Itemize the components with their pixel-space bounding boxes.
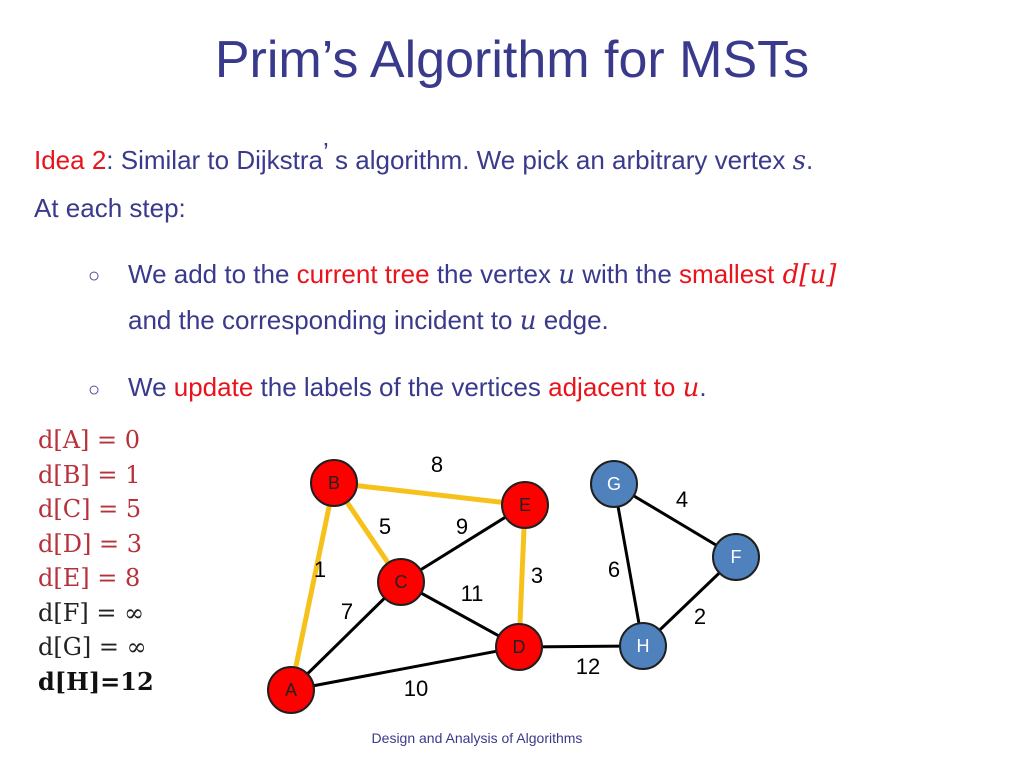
label-d-c: d[C] = 5 bbox=[38, 495, 142, 523]
bullet-2-adjacent: adjacent to bbox=[548, 372, 683, 402]
edge-weight-c-d: 11 bbox=[460, 580, 484, 606]
edge-weight-g-f: 4 bbox=[675, 486, 689, 512]
bullet-1-line2-a: and the corresponding incident to bbox=[128, 305, 520, 335]
idea-text-1: : Similar to Dijkstra bbox=[106, 145, 323, 175]
idea-text-2: s algorithm. We pick an arbitrary vertex bbox=[327, 145, 793, 175]
edge-weight-g-h: 6 bbox=[607, 556, 621, 582]
bullet-2-update: update bbox=[173, 372, 254, 402]
footer-text: Design and Analysis of Algorithms bbox=[371, 730, 583, 746]
bullet-2-text-c: the labels of the vertices bbox=[253, 372, 549, 402]
bullet-1-text-d: with the bbox=[574, 259, 680, 289]
bullet-2-period: . bbox=[699, 372, 707, 402]
bullet-1-var-u: u bbox=[558, 260, 575, 290]
edge-weight-a-b: 1 bbox=[313, 556, 327, 582]
bullet-2-text-a: We bbox=[128, 372, 174, 402]
vertex-label-f: F bbox=[730, 546, 742, 567]
bullet-1-text-a: We add to the bbox=[128, 259, 297, 289]
idea-period: . bbox=[805, 145, 814, 175]
bullet-1-du: d[u] bbox=[774, 260, 837, 290]
bullet-1-current-tree: current tree bbox=[296, 259, 430, 289]
label-d-f: d[F] = ∞ bbox=[38, 598, 145, 627]
edge-weight-a-d: 10 bbox=[403, 675, 429, 701]
slide-title: Prim’s Algorithm for MSTs bbox=[214, 31, 810, 89]
edge-weight-a-c: 7 bbox=[340, 598, 354, 624]
edge-weight-e-d: 3 bbox=[530, 562, 544, 588]
bullet-1-smallest: smallest bbox=[679, 259, 775, 289]
label-d-d: d[D] = 3 bbox=[38, 529, 142, 558]
vertex-label-a: A bbox=[284, 679, 298, 700]
edge-a-b bbox=[291, 483, 334, 690]
vertex-label-d: D bbox=[512, 636, 526, 657]
idea-apostrophe: ’ bbox=[323, 137, 328, 167]
edge-b-e bbox=[334, 483, 525, 505]
vertex-label-h: H bbox=[636, 635, 650, 656]
label-d-b: d[B] = 1 bbox=[38, 460, 141, 489]
vertex-label-c: C bbox=[394, 571, 408, 592]
bullet-1-text-c: the vertex bbox=[429, 259, 559, 289]
edge-weight-h-f: 2 bbox=[693, 603, 707, 629]
edge-weight-c-e: 9 bbox=[455, 513, 469, 539]
idea-label: Idea 2 bbox=[34, 145, 107, 175]
label-d-e: d[E] = 8 bbox=[38, 564, 141, 592]
edge-weight-b-c: 5 bbox=[378, 513, 392, 539]
label-d-a: d[A] = 0 bbox=[38, 426, 141, 454]
vertex-label-b: B bbox=[327, 472, 341, 493]
vertex-label-e: E bbox=[518, 494, 532, 515]
bullet-1-line2-var-u: u bbox=[519, 306, 537, 336]
edge-weight-d-h: 12 bbox=[575, 653, 601, 679]
edge-weight-b-e: 8 bbox=[430, 451, 444, 477]
bullet-2-circle-icon: ○ bbox=[88, 379, 101, 401]
vertex-label-g: G bbox=[606, 473, 622, 494]
idea-var-s: s bbox=[792, 146, 806, 176]
bullet-2-var-u: u bbox=[682, 373, 700, 403]
label-d-h: d[H]=12 bbox=[38, 666, 154, 696]
bullet-1-line2-b: edge. bbox=[536, 305, 609, 335]
idea-line-2: At each step: bbox=[34, 193, 186, 223]
label-d-g: d[G] = ∞ bbox=[38, 633, 147, 661]
bullet-1-circle-icon: ○ bbox=[88, 265, 101, 287]
